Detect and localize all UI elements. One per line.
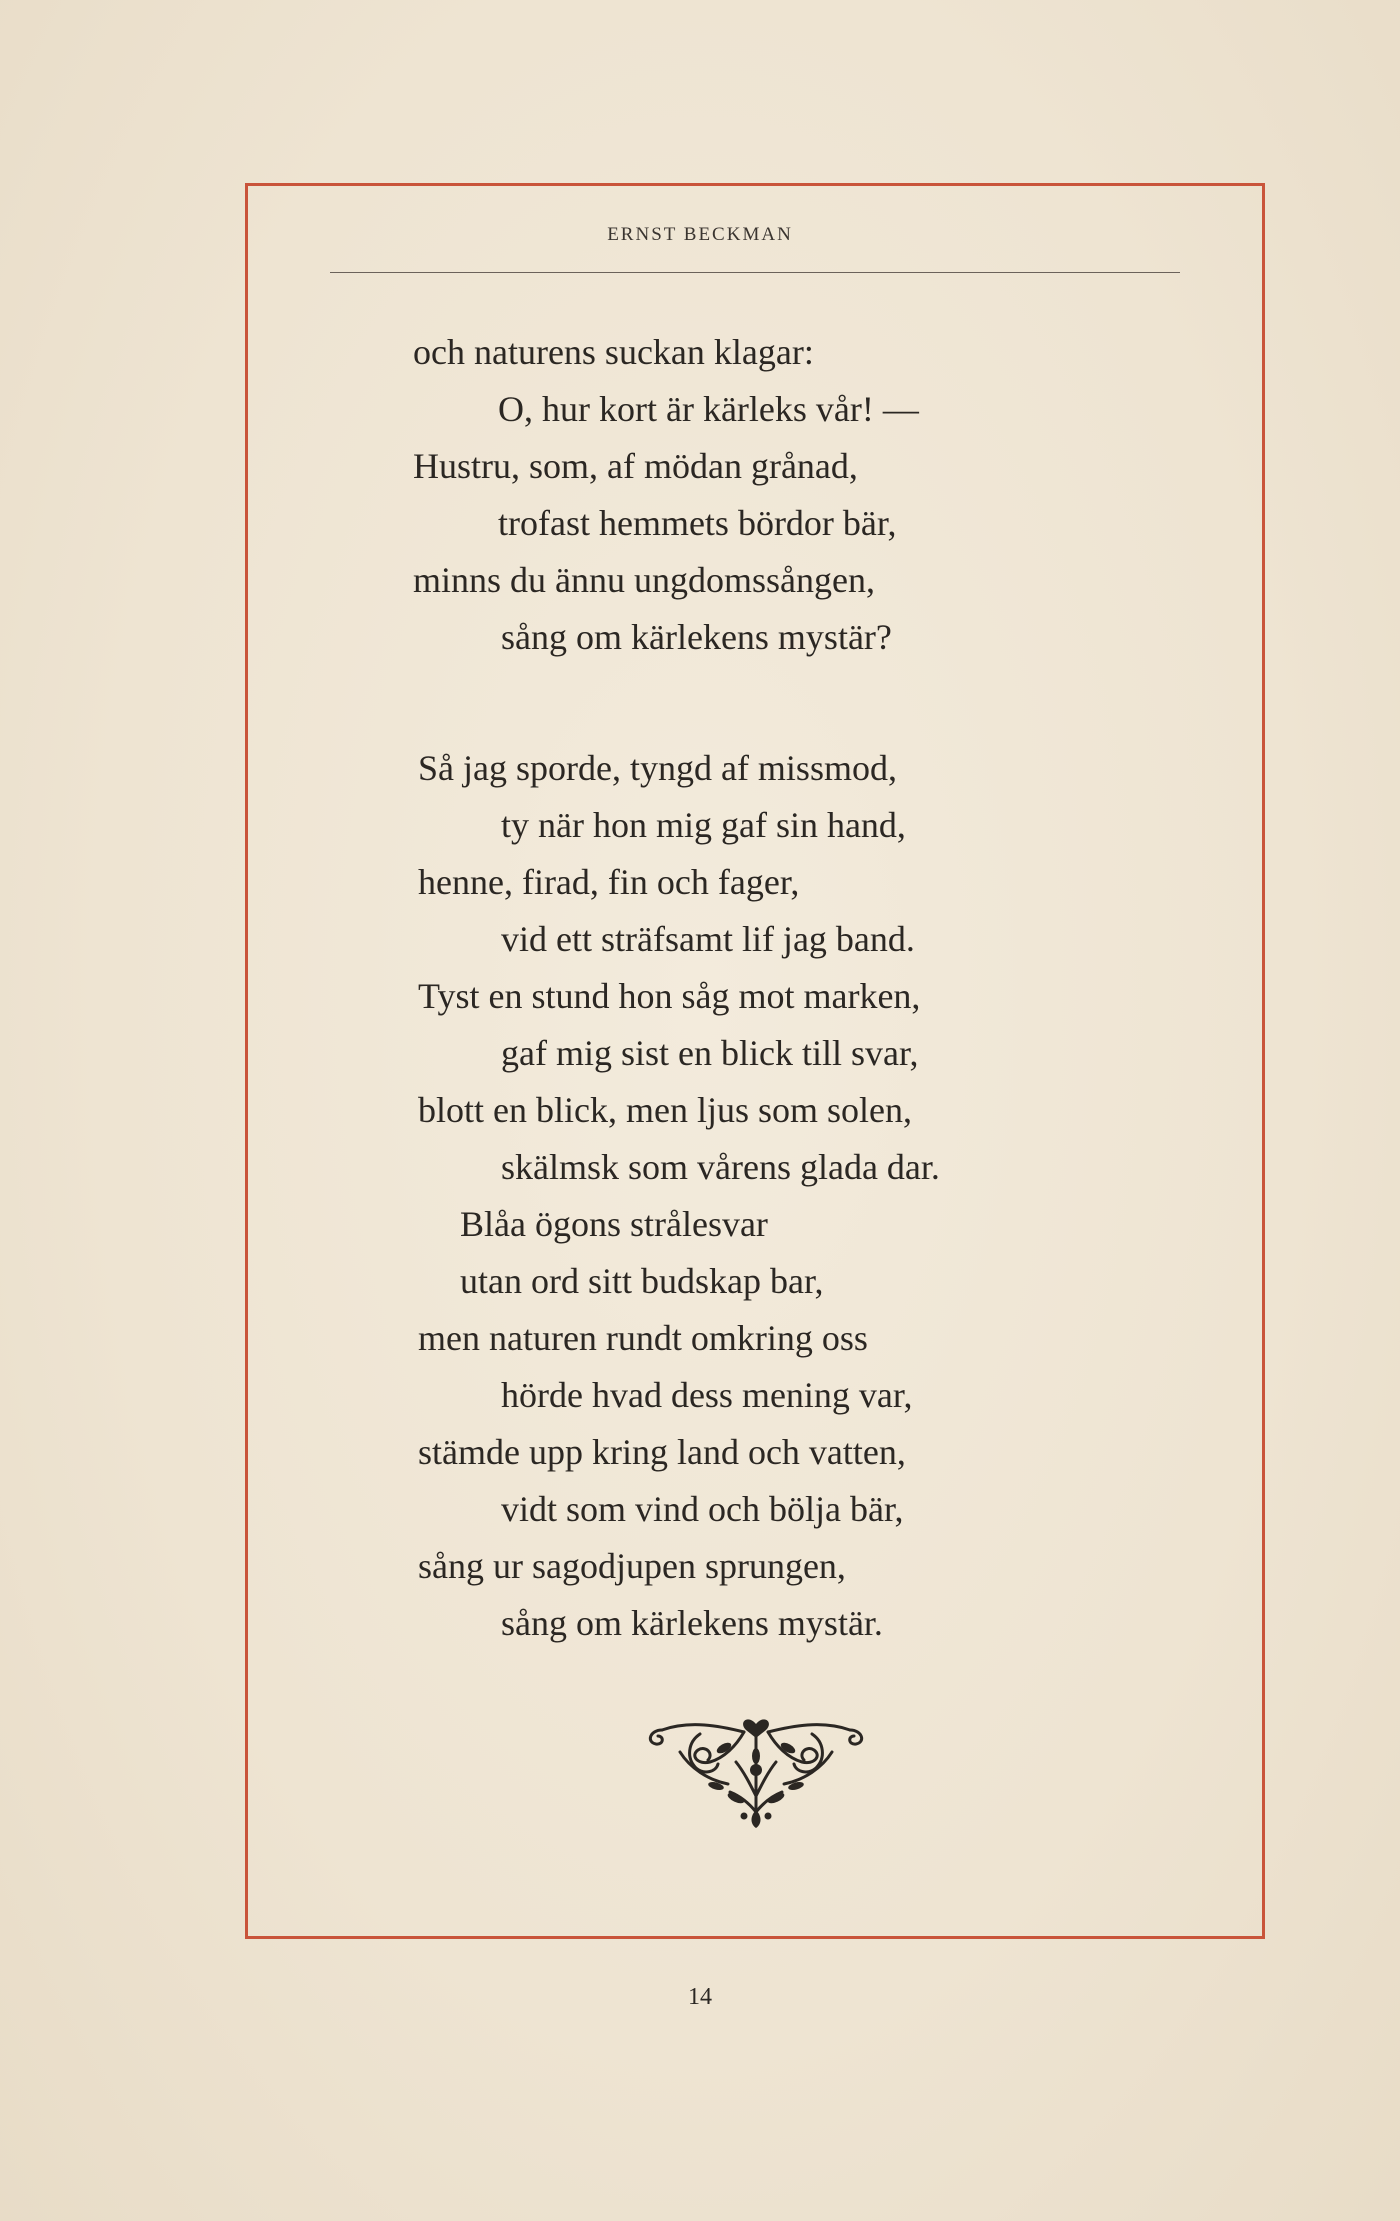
poem-line: O, hur kort är kärleks vår! — <box>498 389 919 429</box>
poem-line: vidt som vind och bölja bär, <box>501 1489 904 1529</box>
page-number: 14 <box>688 1984 712 2010</box>
poem-line: stämde upp kring land och vatten, <box>418 1432 906 1472</box>
poem-line: hörde hvad dess mening var, <box>501 1375 913 1415</box>
poem-line: sång ur sagodjupen sprungen, <box>418 1546 846 1586</box>
poem-line: gaf mig sist en blick till svar, <box>501 1033 919 1073</box>
poem-line: blott en blick, men ljus som solen, <box>418 1090 912 1130</box>
poem-line: ty när hon mig gaf sin hand, <box>501 805 906 845</box>
poem-line: Hustru, som, af mödan grånad, <box>413 446 858 486</box>
poem-line: trofast hemmets bördor bär, <box>498 503 897 543</box>
poem-line: Blåa ögons strålesvar <box>460 1204 768 1244</box>
poem-line: Tyst en stund hon såg mot marken, <box>418 976 921 1016</box>
running-title: ERNST BECKMAN <box>607 224 793 245</box>
floral-vignette-icon <box>640 1712 872 1832</box>
poem-line: skälmsk som vårens glada dar. <box>501 1147 940 1187</box>
poem-line: sång om kärlekens mystär. <box>501 1603 883 1643</box>
poem-line: men naturen rundt omkring oss <box>418 1318 868 1358</box>
poem-line: henne, firad, fin och fager, <box>418 862 800 902</box>
poem-line: utan ord sitt budskap bar, <box>460 1261 824 1301</box>
poem-line: sång om kärlekens mystär? <box>501 617 892 657</box>
poem-line: och naturens suckan klagar: <box>413 332 814 372</box>
poem-line: vid ett sträfsamt lif jag band. <box>501 919 915 959</box>
poem-line: minns du ännu ungdomssången, <box>413 560 875 600</box>
poem-line: Så jag sporde, tyngd af missmod, <box>418 748 897 788</box>
